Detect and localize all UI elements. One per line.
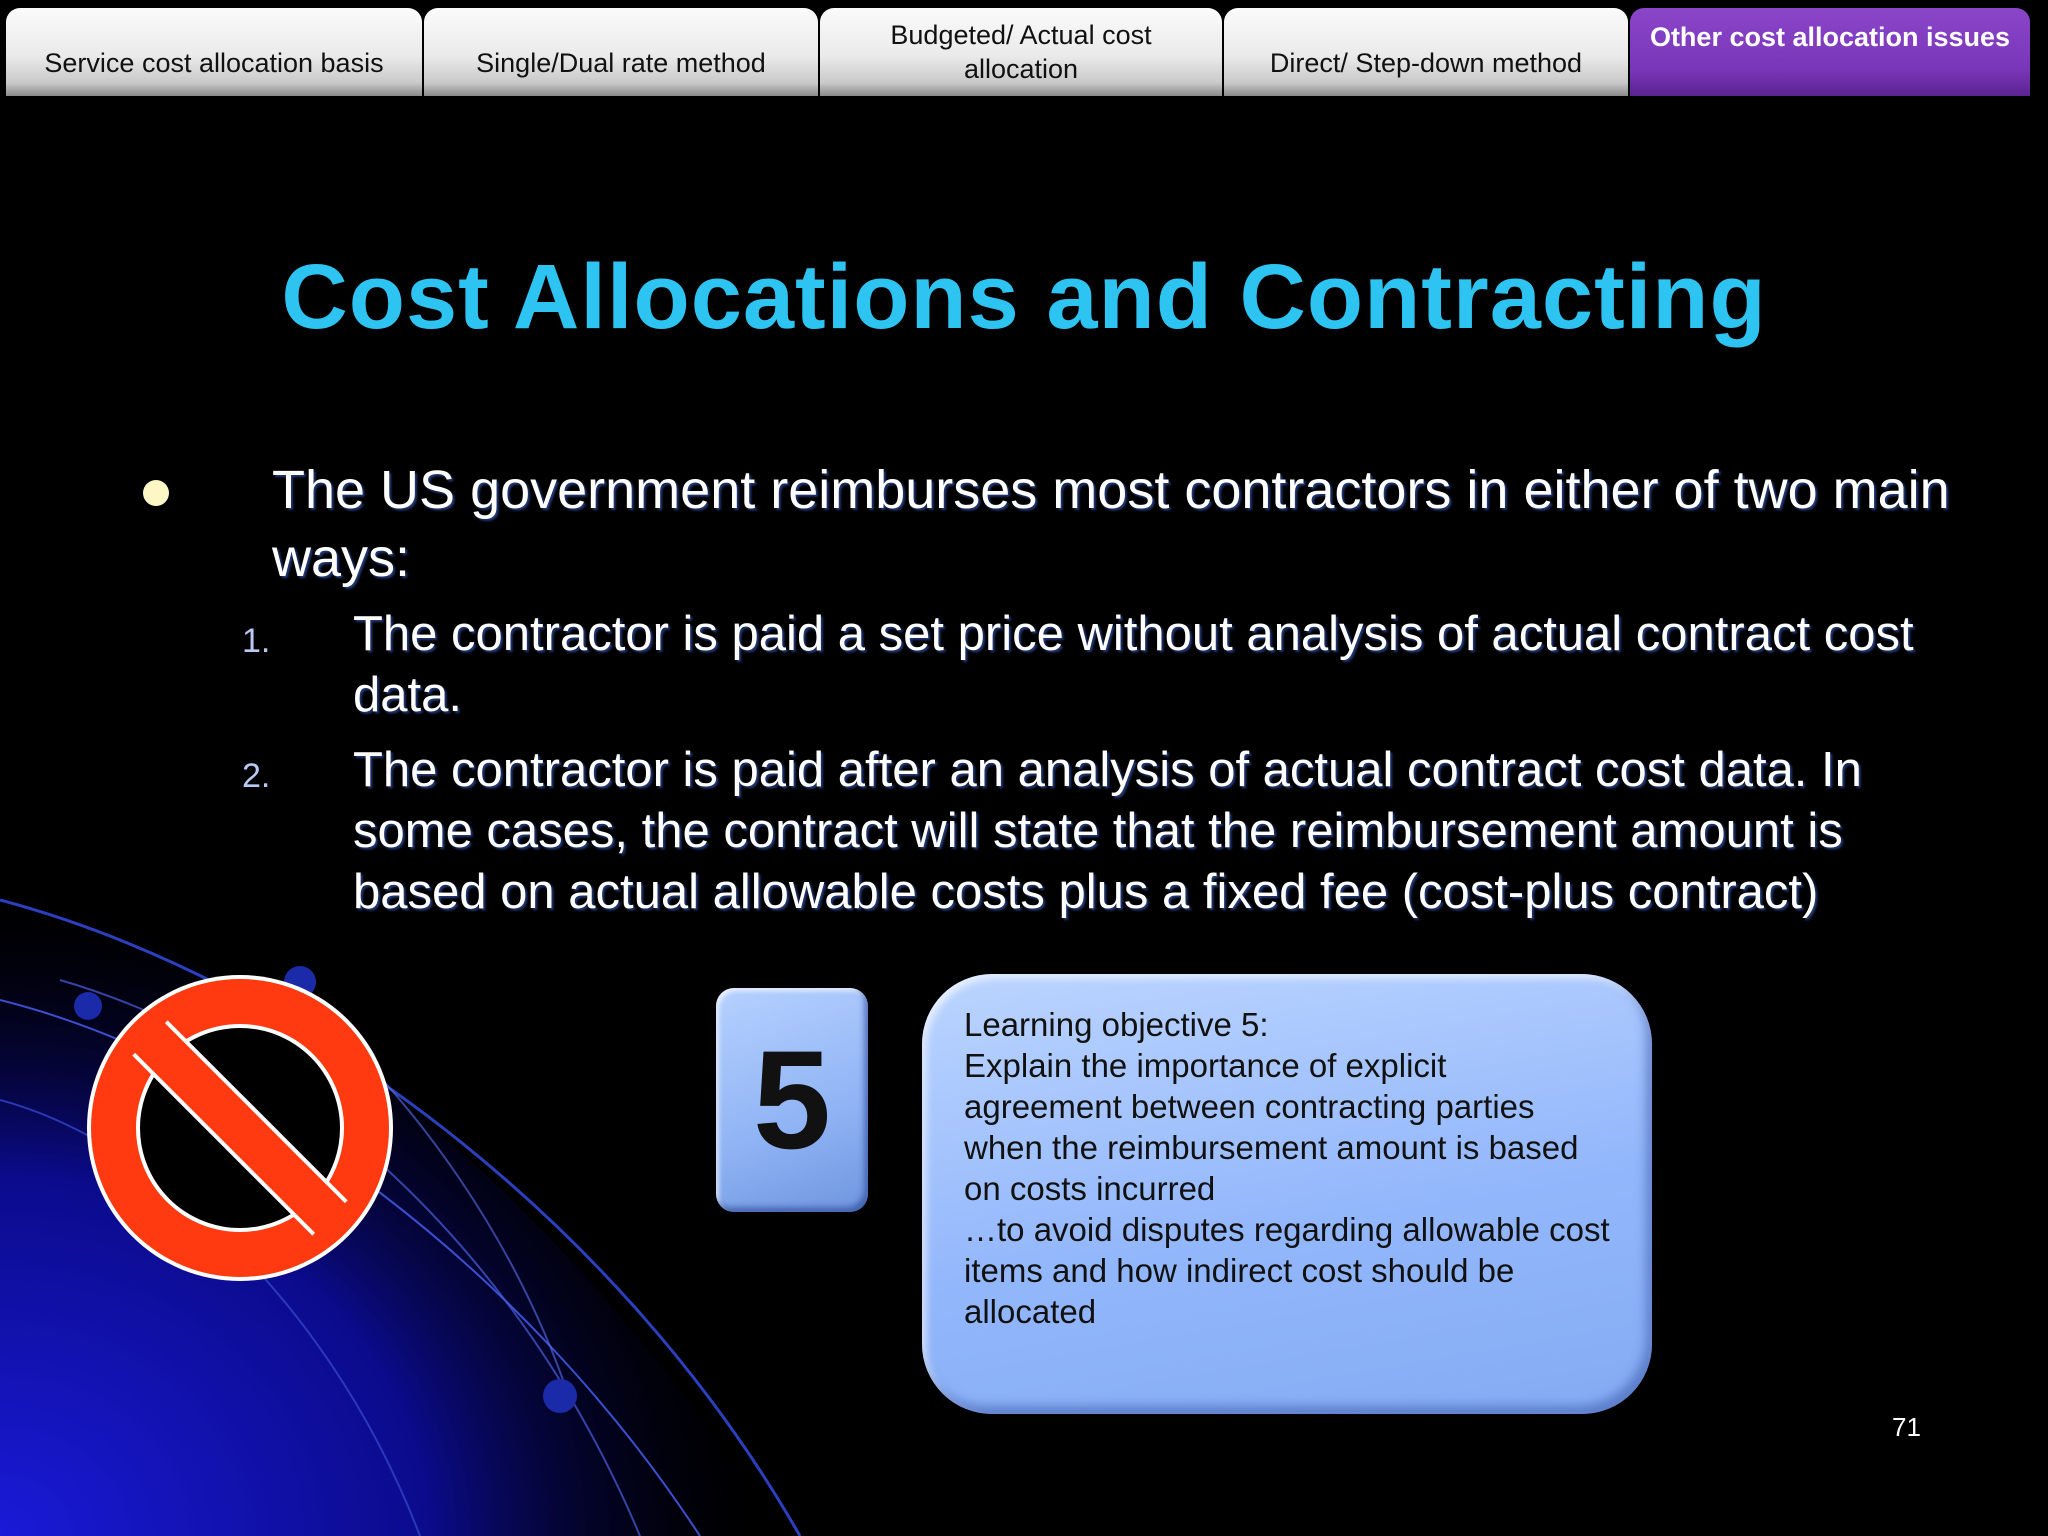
learning-objective-box: [922, 974, 1652, 1414]
item-number: 1.: [242, 622, 271, 660]
objective-number-badge: 5: [716, 988, 868, 1212]
list-item: The contractor is paid after an analysis of actual contract cost data. In some cases, the contract will state that the reimbursement amount is based on actual allowable costs plus a fixed fee (cost-plus contract): [353, 743, 1862, 919]
tab-label: Other cost allocation issues: [1649, 22, 2011, 52]
slide-title: Cost Allocations and Contracting: [281, 246, 1767, 348]
bullet-dot-icon: [143, 480, 169, 506]
page-number: 71: [1892, 1412, 1921, 1442]
prohibition-icon: [82, 970, 398, 1286]
tab-label: Budgeted/ Actual cost allocation: [890, 20, 1152, 84]
tab-label: Single/Dual rate method: [476, 48, 766, 78]
tab-budgeted-actual-cost-allocation[interactable]: [820, 8, 1222, 96]
main-bullet: The US government reimburses most contractors in either of two main ways:: [272, 460, 1950, 588]
tab-service-cost-allocation-basis[interactable]: [6, 8, 422, 96]
objective-heading: Learning objective 5:: [964, 1006, 1269, 1043]
objective-description: Explain the importance of explicit agreement between contracting parties when the reimbursement amount is based on costs incurred: [964, 1047, 1579, 1207]
tab-other-cost-allocation-issues[interactable]: [1630, 8, 2030, 96]
tab-bar: [0, 0, 2048, 100]
tab-label: Direct/ Step-down method: [1269, 48, 1583, 78]
tab-direct-step-down-method[interactable]: [1224, 8, 1628, 96]
tab-single-dual-rate-method[interactable]: [424, 8, 818, 96]
tab-label: Service cost allocation basis: [44, 48, 384, 78]
item-number: 2.: [242, 757, 271, 795]
objective-note: …to avoid disputes regarding allowable cost items and how indirect cost should be allocated: [964, 1211, 1610, 1330]
list-item: The contractor is paid a set price without analysis of actual contract cost data.: [353, 607, 1914, 722]
